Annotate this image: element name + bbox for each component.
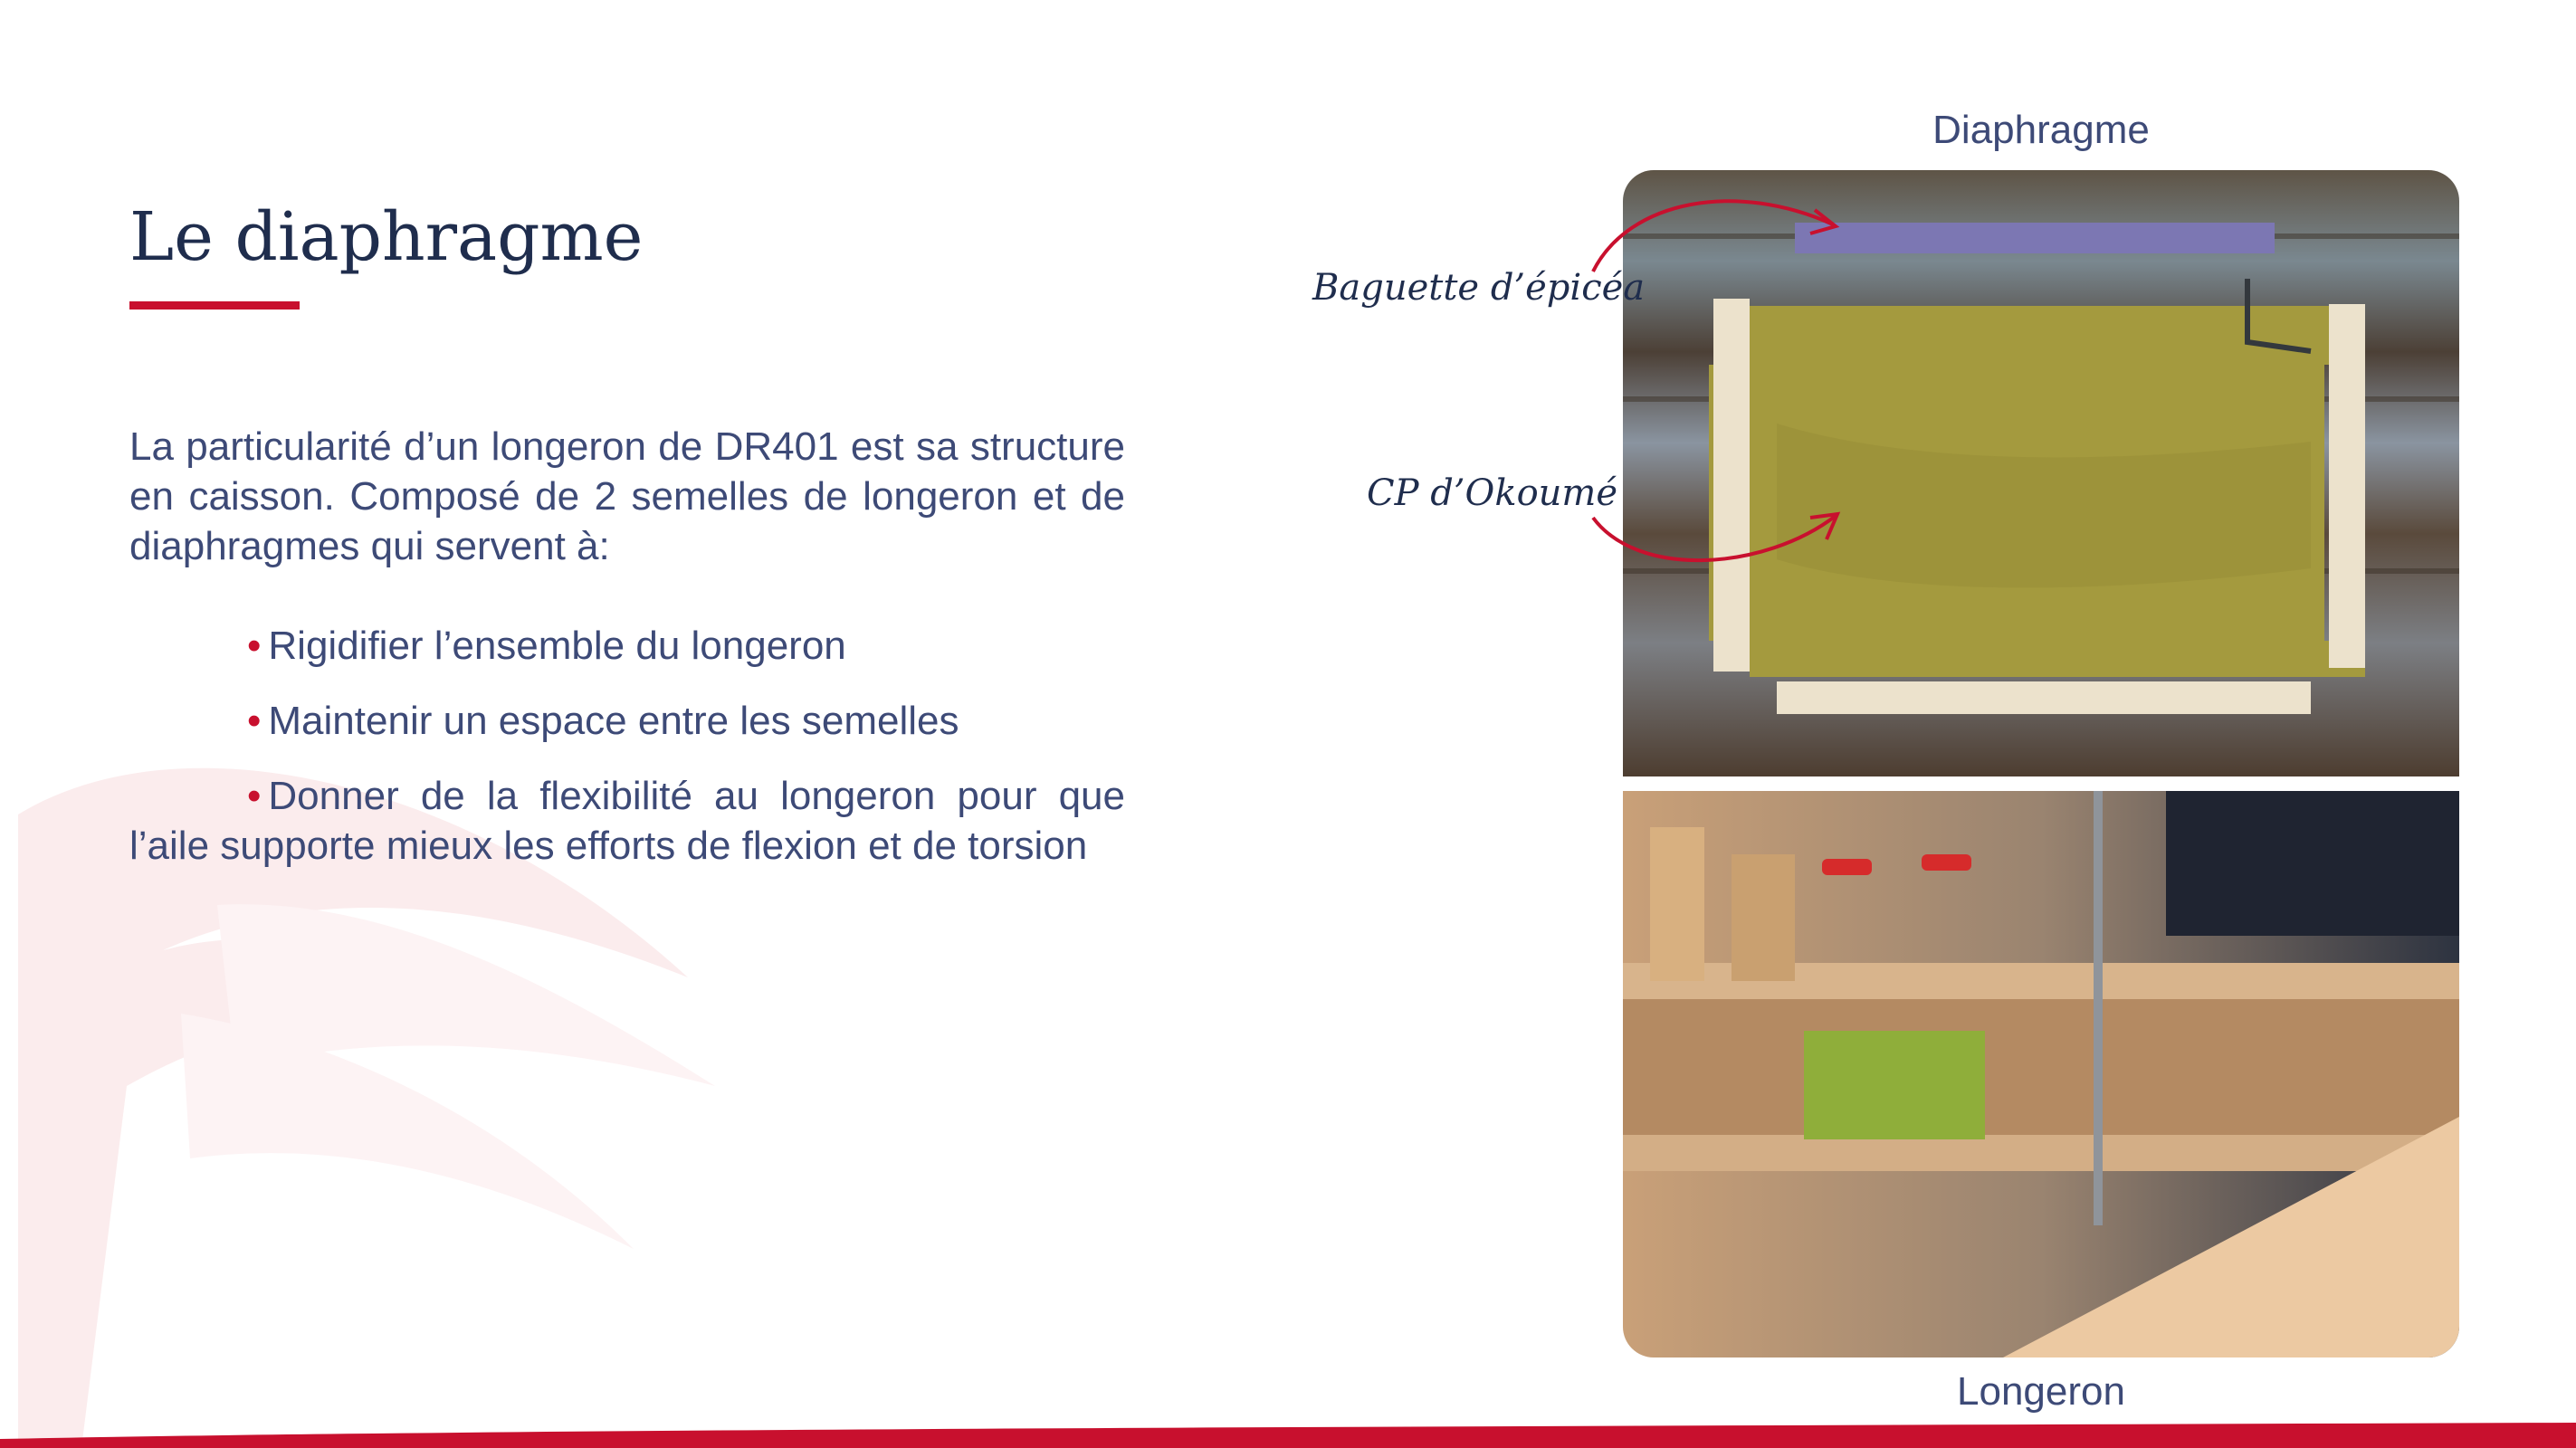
longeron-caption: Longeron bbox=[1957, 1369, 2125, 1414]
diaphragme-caption: Diaphragme bbox=[1932, 108, 2150, 152]
intro-paragraph: La particularité d’un longeron de DR401 est sa structure en caisson. Composé de 2 semelles de longeron et de diaphragmes qui servent à: bbox=[129, 424, 1125, 568]
title-underline bbox=[129, 301, 300, 310]
bullet-item-3 bbox=[129, 771, 1125, 871]
bullet-item-1 bbox=[129, 621, 1125, 671]
longeron-photo bbox=[1623, 791, 2459, 1358]
annotation-okoume: CP d’Okoumé bbox=[1367, 472, 1618, 514]
bullet-text: Donner de la flexibilité au longeron pour que l’aile supporte mieux les efforts de flexion et de torsion bbox=[129, 774, 1125, 868]
bullet-dot: • bbox=[247, 624, 262, 668]
bullet-dot: • bbox=[247, 774, 262, 818]
bullet-item-2 bbox=[129, 696, 1125, 746]
body-text bbox=[129, 422, 1125, 896]
bullet-dot: • bbox=[247, 699, 262, 743]
annotation-baguette: Baguette d’épicéa bbox=[1312, 267, 1646, 309]
diaphragme-photo bbox=[1623, 170, 2459, 776]
bullet-text: Maintenir un espace entre les semelles bbox=[268, 699, 959, 743]
footer-bar bbox=[0, 1421, 2576, 1448]
bullet-text: Rigidifier l’ensemble du longeron bbox=[268, 624, 846, 668]
page-title: Le diaphragme bbox=[129, 198, 644, 276]
